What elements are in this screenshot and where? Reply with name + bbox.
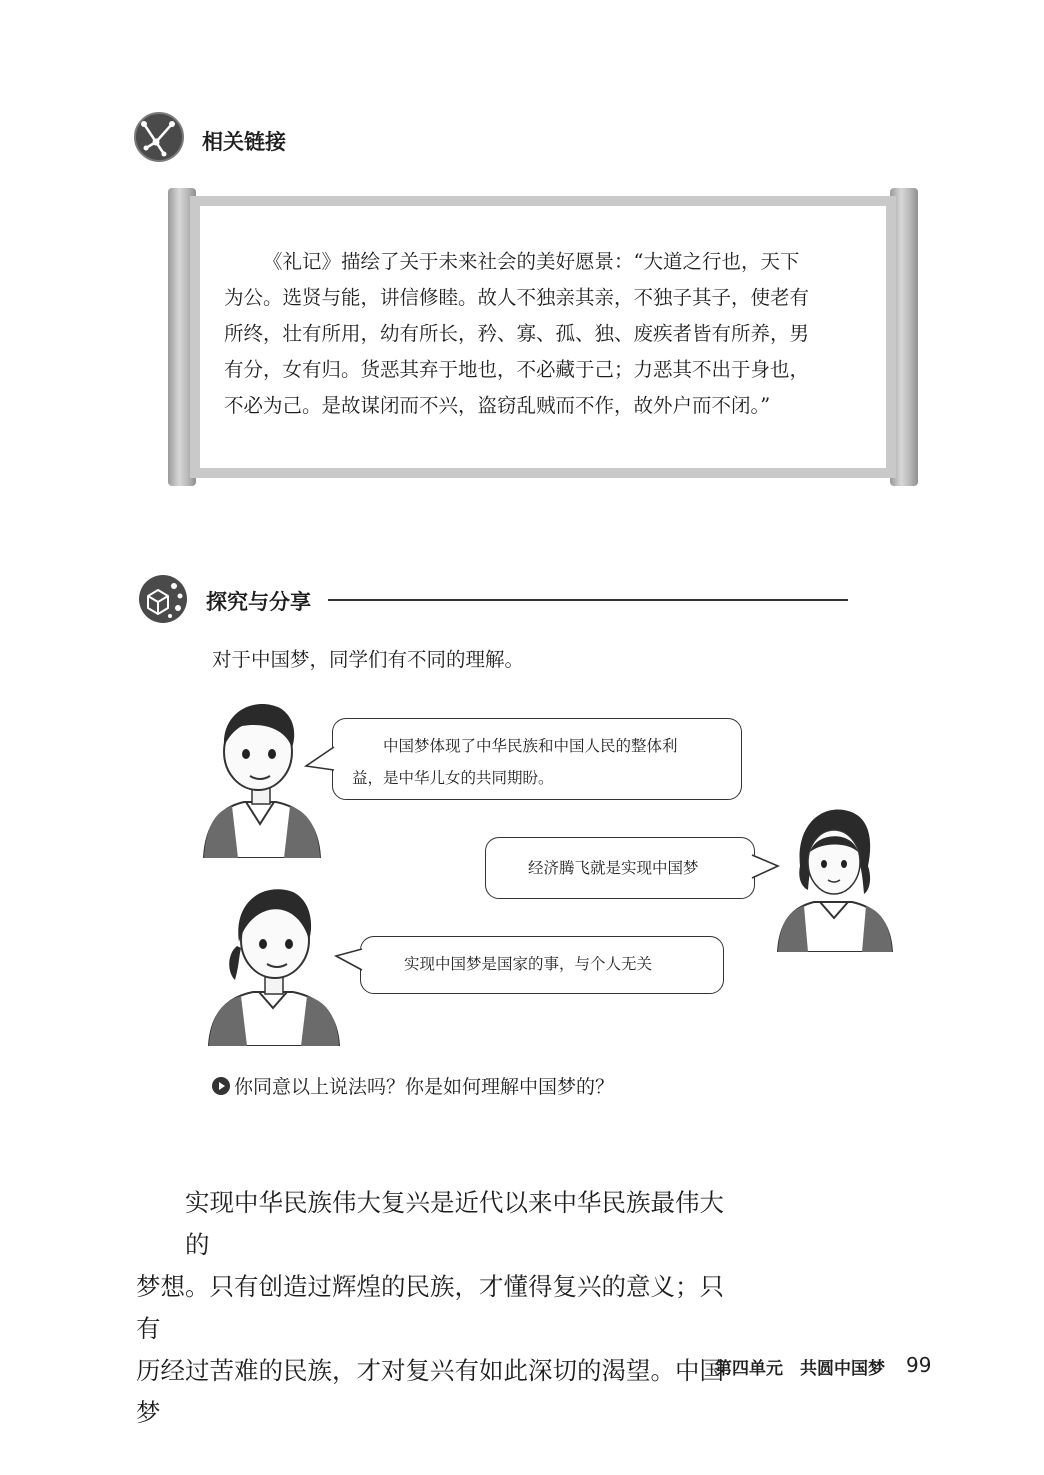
scroll-line-5: 不必为己。是故谋闭而不兴，盗窃乱贼而不作，故外户而不闭。” [224, 394, 771, 417]
bubble-1-text [352, 730, 732, 794]
section-divider [328, 599, 848, 601]
explore-intro: 对于中国梦，同学们有不同的理解。 [212, 648, 525, 671]
scroll-line-2: 为公。选贤与能，讲信修睦。故人不独亲其亲，不独子其子，使老有 [224, 286, 810, 309]
body-line-2: 梦想。只有创造过辉煌的民族，才懂得复兴的意义；只有 [136, 1272, 724, 1343]
explore-share-header [138, 574, 858, 624]
bubble-1-line-1: 中国梦体现了中华民族和中国人民的整体利 [383, 737, 678, 755]
question-row [212, 1070, 772, 1100]
girl-right-illustration [776, 806, 894, 952]
scroll-line-3: 所终，壮有所用，幼有所长，矜、寡、孤、独、废疾者皆有所养，男 [224, 322, 810, 345]
bubble-2-text: 经济腾飞就是实现中国梦 [528, 859, 699, 877]
bubble-3-text: 实现中国梦是国家的事，与个人无关 [404, 955, 653, 973]
play-icon [212, 1077, 230, 1095]
bubble-3-tail [334, 946, 364, 974]
body-paragraph [136, 1182, 736, 1434]
cube-icon [138, 574, 188, 624]
scroll-line-4: 有分，女有归。货恶其弃于地也，不必藏于己；力恶其不出于身也， [224, 358, 810, 381]
network-icon [134, 112, 184, 162]
bubble-2-tail [750, 852, 780, 882]
explore-share-title: 探究与分享 [206, 590, 311, 614]
body-line-1: 实现中华民族伟大复兴是近代以来中华民族最伟大的 [185, 1188, 724, 1259]
bubble-1-line-2: 益，是中华儿女的共同期盼。 [352, 769, 554, 787]
related-link-header [134, 112, 434, 168]
related-link-title: 相关链接 [202, 130, 286, 154]
scroll-line-1: 《礼记》描绘了关于未来社会的美好愿景：“大道之行也，天下 [263, 250, 800, 273]
bubble-1-tail [304, 744, 336, 774]
question-text: 你同意以上说法吗？你是如何理解中国梦的？ [234, 1076, 615, 1098]
footer-unit-title: 第四单元 共圆中国梦 [715, 1359, 885, 1379]
boy-illustration [196, 690, 324, 858]
girl-illustration [205, 876, 345, 1046]
body-line-3: 历经过苦难的民族，才对复兴有如此深切的渴望。中国梦 [136, 1356, 724, 1427]
scroll-text [224, 244, 864, 424]
page-number: 99 [906, 1353, 932, 1377]
